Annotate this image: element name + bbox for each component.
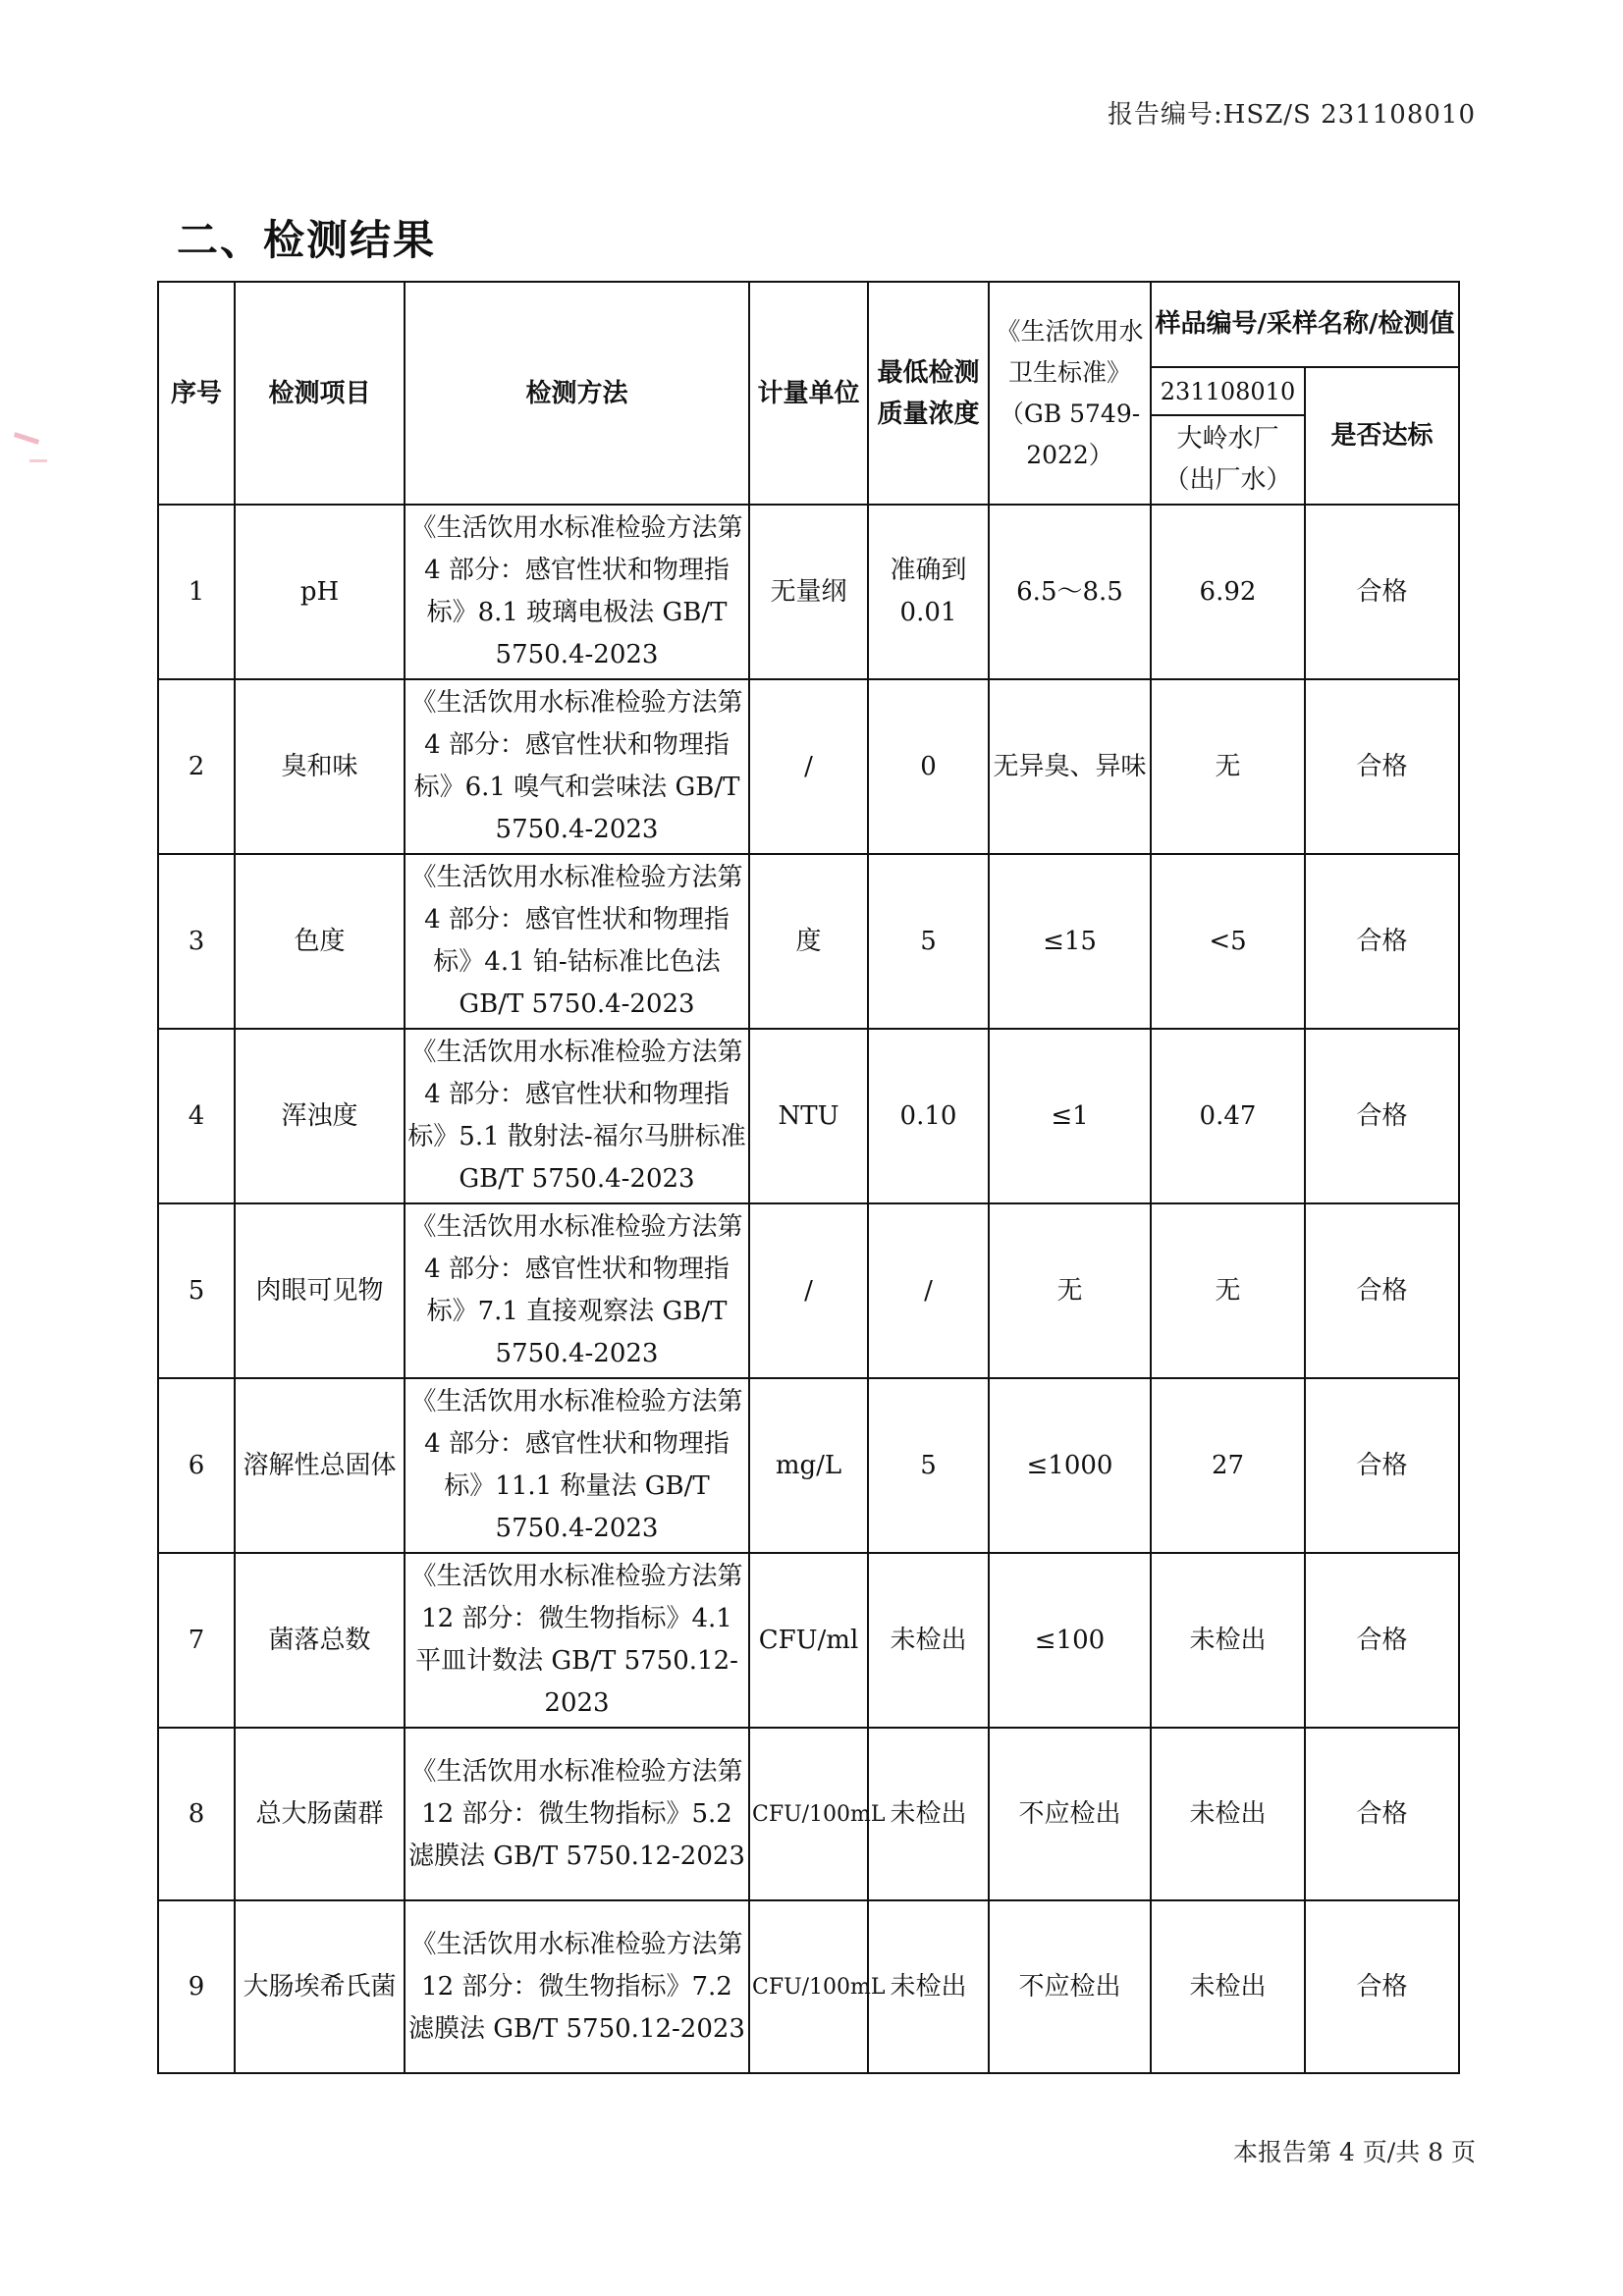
cell-compliant: 合格: [1305, 1553, 1459, 1728]
cell-compliant: 合格: [1305, 505, 1459, 679]
cell-compliant: 合格: [1305, 679, 1459, 854]
cell-unit: /: [749, 679, 868, 854]
cell-lod: 5: [868, 1378, 989, 1553]
header-method: 检测方法: [405, 282, 749, 505]
page-footer: 本报告第 4 页/共 8 页: [1232, 2138, 1476, 2166]
cell-seq: 5: [158, 1203, 235, 1378]
cell-item: 肉眼可见物: [235, 1203, 405, 1378]
cell-seq: 3: [158, 854, 235, 1029]
table-row: [158, 1203, 1459, 1378]
cell-lod: /: [868, 1203, 989, 1378]
header-lod: 最低检测质量浓度: [868, 282, 989, 505]
cell-compliant: 合格: [1305, 1900, 1459, 2073]
cell-compliant: 合格: [1305, 1203, 1459, 1378]
header-standard: 《生活饮用水卫生标准》（GB 5749-2022）: [989, 282, 1151, 505]
cell-method: 《生活饮用水标准检验方法第 4 部分：感官性状和物理指标》11.1 称量法 GB/T 5750.4-2023: [405, 1378, 749, 1553]
cell-compliant: 合格: [1305, 1728, 1459, 1900]
header-unit: 计量单位: [749, 282, 868, 505]
cell-seq: 4: [158, 1029, 235, 1203]
cell-method: 《生活饮用水标准检验方法第 4 部分：感官性状和物理指标》6.1 嗅气和尝味法 GB/T 5750.4-2023: [405, 679, 749, 854]
cell-value: <5: [1151, 854, 1305, 1029]
cell-unit: 无量纲: [749, 505, 868, 679]
cell-method: 《生活饮用水标准检验方法第 12 部分：微生物指标》5.2 滤膜法 GB/T 5750.12-2023: [405, 1728, 749, 1900]
cell-unit: NTU: [749, 1029, 868, 1203]
cell-item: 色度: [235, 854, 405, 1029]
table-row: [158, 1029, 1459, 1203]
cell-item: 溶解性总固体: [235, 1378, 405, 1553]
table-row: [158, 1728, 1459, 1900]
header-item: 检测项目: [235, 282, 405, 505]
header-sample-name: 大岭水厂（出厂水）: [1163, 423, 1292, 495]
cell-value: 未检出: [1151, 1728, 1305, 1900]
pink-mark: [29, 459, 47, 462]
report-number: 报告编号:HSZ/S 231108010: [1107, 100, 1476, 130]
cell-item: 臭和味: [235, 679, 405, 854]
table-row: [158, 1378, 1459, 1553]
cell-value: 未检出: [1151, 1900, 1305, 2073]
header-compliant: 是否达标: [1305, 367, 1459, 505]
cell-standard: 6.5～8.5: [989, 505, 1151, 679]
cell-value: 27: [1151, 1378, 1305, 1553]
cell-unit: CFU/100mL: [749, 1728, 868, 1900]
cell-lod: 未检出: [868, 1553, 989, 1728]
cell-seq: 1: [158, 505, 235, 679]
cell-standard: ≤15: [989, 854, 1151, 1029]
cell-lod: 0.10: [868, 1029, 989, 1203]
cell-unit: CFU/100mL: [749, 1900, 868, 2073]
cell-unit: CFU/ml: [749, 1553, 868, 1728]
table-row: [158, 505, 1459, 679]
cell-standard: 无异臭、异味: [989, 679, 1151, 854]
cell-method: 《生活饮用水标准检验方法第 4 部分：感官性状和物理指标》7.1 直接观察法 GB/T 5750.4-2023: [405, 1203, 749, 1378]
cell-unit: mg/L: [749, 1378, 868, 1553]
cell-item: 浑浊度: [235, 1029, 405, 1203]
cell-lod: 未检出: [868, 1900, 989, 2073]
cell-compliant: 合格: [1305, 1029, 1459, 1203]
cell-compliant: 合格: [1305, 1378, 1459, 1553]
cell-item: 菌落总数: [235, 1553, 405, 1728]
cell-value: 6.92: [1151, 505, 1305, 679]
cell-standard: ≤1000: [989, 1378, 1151, 1553]
cell-standard: 不应检出: [989, 1728, 1151, 1900]
header-sample-cell: [1151, 367, 1305, 505]
cell-method: 《生活饮用水标准检验方法第 4 部分：感官性状和物理指标》5.1 散射法-福尔马肼标准 GB/T 5750.4-2023: [405, 1029, 749, 1203]
cell-item: pH: [235, 505, 405, 679]
cell-seq: 9: [158, 1900, 235, 2073]
cell-standard: 不应检出: [989, 1900, 1151, 2073]
cell-lod: 0: [868, 679, 989, 854]
results-table: [157, 281, 1460, 2074]
table-row: [158, 1900, 1459, 2073]
table-row: [158, 679, 1459, 854]
cell-method: 《生活饮用水标准检验方法第 12 部分：微生物指标》7.2 滤膜法 GB/T 5750.12-2023: [405, 1900, 749, 2073]
cell-method: 《生活饮用水标准检验方法第 4 部分：感官性状和物理指标》4.1 铂-钴标准比色法 GB/T 5750.4-2023: [405, 854, 749, 1029]
table-row: [158, 854, 1459, 1029]
cell-method: 《生活饮用水标准检验方法第 12 部分：微生物指标》4.1 平皿计数法 GB/T 5750.12-2023: [405, 1553, 749, 1728]
header-seq: 序号: [158, 282, 235, 505]
cell-item: 大肠埃希氏菌: [235, 1900, 405, 2073]
cell-value: 0.47: [1151, 1029, 1305, 1203]
section-title: 二、检测结果: [177, 216, 437, 264]
cell-standard: ≤1: [989, 1029, 1151, 1203]
header-sample-group: 样品编号/采样名称/检测值: [1151, 282, 1459, 367]
cell-method: 《生活饮用水标准检验方法第 4 部分：感官性状和物理指标》8.1 玻璃电极法 GB/T 5750.4-2023: [405, 505, 749, 679]
cell-value: 无: [1151, 679, 1305, 854]
cell-unit: /: [749, 1203, 868, 1378]
cell-seq: 8: [158, 1728, 235, 1900]
cell-lod: 5: [868, 854, 989, 1029]
cell-seq: 7: [158, 1553, 235, 1728]
cell-value: 无: [1151, 1203, 1305, 1378]
cell-unit: 度: [749, 854, 868, 1029]
cell-compliant: 合格: [1305, 854, 1459, 1029]
pink-mark: [14, 432, 39, 445]
cell-lod: 准确到0.01: [868, 505, 989, 679]
table-row: [158, 1553, 1459, 1728]
header-sample-id: 231108010: [1152, 369, 1304, 416]
cell-lod: 未检出: [868, 1728, 989, 1900]
cell-standard: 无: [989, 1203, 1151, 1378]
cell-value: 未检出: [1151, 1553, 1305, 1728]
cell-item: 总大肠菌群: [235, 1728, 405, 1900]
header-row: [158, 282, 1459, 367]
cell-seq: 2: [158, 679, 235, 854]
cell-seq: 6: [158, 1378, 235, 1553]
cell-standard: ≤100: [989, 1553, 1151, 1728]
